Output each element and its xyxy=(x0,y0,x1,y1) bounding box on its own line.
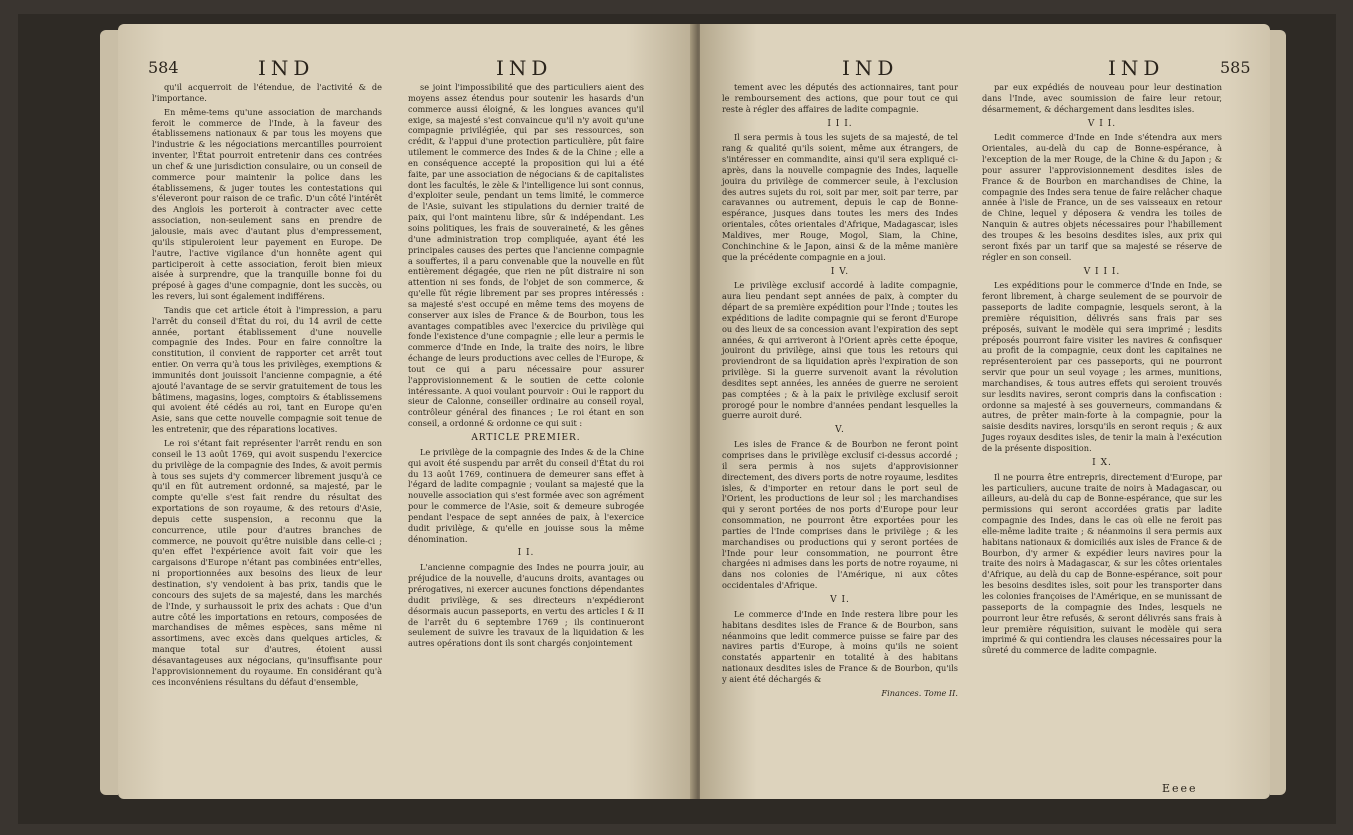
running-head-right-a: IND xyxy=(842,56,899,80)
section-heading: I X. xyxy=(1092,457,1112,468)
paragraph: En même-tems qu'une association de marchands feroit le commerce de l'Inde, à la faveur des établissemens nationaux & par tous les moyens que l'industrie & les négociations mercantilles pourroient inventer, l'État pourroit entretenir dans ces contrées un chef & une jurisdiction consulaire, ou un conseil de commerce pour maintenir la police dans les établissemens, & juger toutes les contestations qui s'éleveront pour raison de ce trafic. D'un côté l'intérêt des Anglois les porteroit à contracter avec cette association, non-seulement sans en prendre de jalousie, mais avec d'autant plus d'empressement, qu'ils stipuleroient leur payement en Europe. De l'autre, l'active vigilance d'un honnête agent qui participeroit à cette association, feroit bien mieux aisée à surprendre, que la tranquille bonne foi du préposé à gages d'une compagnie, dont les succès, ou les revers, lui sont également indifférens. xyxy=(152,106,382,302)
column-4 xyxy=(982,82,1222,659)
page-number-right: 585 xyxy=(1220,58,1251,77)
paragraph: par eux expédiés de nouveau pour leur destination dans l'Inde, avec soumission de faire leur retour, désarmement, & déchargement dans lesdites isles. xyxy=(982,82,1222,114)
paragraph: Ledit commerce d'Inde en Inde s'étendra aux mers Orientales, au-delà du cap de Bonne-espérance, à l'exception de la mer Rouge, de la Chine & du Japon ; & pour assurer l'approvisionnement desdites isles de France & de Bourbon en marchandises de Chine, la compagnie des Indes sera tenue de faire relâcher chaque année à l'isle de France, un de ses vaisseaux en retour de Chine, lequel y déposera & vendra les toiles de Nanquin & autres objets nécessaires pour l'habillement des troupes & les besoins desdites isles, aux prix qui seront fixés par un tarif que sa majesté se réserve de régler en son conseil. xyxy=(982,132,1222,262)
section-heading: I I. xyxy=(517,548,535,559)
paragraph: Le privilège de la compagnie des Indes & de la Chine qui avoit été suspendu par arrêt du conseil d'État du roi du 13 août 1769, continuera de demeurer sans effet à l'égard de ladite compagnie ; voulant sa majesté que la nouvelle association qui s'est formée avec son agrément pour le commerce de l'Asie, soit & demeure subrogée pendant l'espace de sept années de paix, à l'exercice dudit privilège, & qu'elle en jouisse sous la même dénomination. xyxy=(408,446,644,544)
running-head-left-b: IND xyxy=(496,56,553,80)
running-head-left-a: IND xyxy=(258,56,315,80)
section-heading: V I I. xyxy=(1087,118,1117,129)
paragraph: qu'il acquerroit de l'étendue, de l'activité & de l'importance. xyxy=(152,82,382,103)
section-heading: I I I. xyxy=(827,118,853,129)
paragraph: Les isles de France & de Bourbon ne feront point comprises dans le privilège exclusif ci-dessus accordé ; il sera permis à nos sujets d'approvisionner directement, des divers ports de notre royaume, lesdites isles, & d'importer en retour dans le port seul de l'Orient, les productions de leur sol ; les marchandises qui y seront portées de nos ports d'Europe pour leur consommation, ne pourront être exportées pour les parties de l'Inde comprises dans le privilège ; & les marchandises ou productions qui y seront portées de l'Inde pour leur consommation, ne pourront être chargées ni admises dans les ports de notre royaume, ni dans nos colonies de l'Amérique, ni aux côtes occidentales d'Afrique. xyxy=(722,439,958,591)
left-page xyxy=(118,24,696,799)
right-page-edge xyxy=(1270,30,1286,795)
paragraph: se joint l'impossibilité que des particuliers aient des moyens assez étendus pour soutenir les hasards d'un commerce aussi éloigné, & les longues avances qu'il exige, sa majesté s'est convaincue qu'il n'y avoit qu'une compagnie privilégiée, qui par ses ressources, son crédit, & l'appui d'une protection particulière, pût faire utilement le commerce des Indes & de la Chine ; elle a en conséquence accepté la proposition qui lui a été faite, par une association de négocians & de capitalistes dont les facultés, le zèle & l'intelligence lui sont connus, d'exploiter seule, pendant un tems limité, le commerce de l'Asie, suivant les stipulations du dernier traité de paix, qui l'ont maintenu libre, sûr & indépendant. Les soins politiques, les frais de souveraineté, & les gênes d'une administration trop compliquée, ayant été les principales causes des pertes que l'ancienne compagnie a souffertes, il a paru convenable que la nouvelle en fût entièrement dégagée, que rien ne pût distraire ni son attention ni ses fonds, de l'objet de son commerce, & qu'elle fût régie librement par ses propres intéressés : sa majesté s'est occupé en même tems des moyens de conserver aux isles de France & de Bourbon, tous les avantages compatibles avec l'exercice du privilège qui fonde l'existence d'une compagnie ; elle leur a permis le commerce d'Inde en Inde, la traite des noirs, le libre échange de leurs productions avec celles de l'Europe, & tout ce qui a paru nécessaire pour assurer l'approvisionnement & le soutien de cette colonie intéressante. A quoi voulant pourvoir : Oui le rapport du sieur de Calonne, conseiller ordinaire au conseil royal, contrôleur général des finances ; Le roi étant en son conseil, a ordonné & ordonne ce qui suit : xyxy=(408,82,644,429)
column-2 xyxy=(408,82,644,652)
paragraph: Le roi s'étant fait représenter l'arrêt rendu en son conseil le 13 août 1769, qui avoit suspendu l'exercice du privilège de la compagnie des Indes, & avoit permis à tous ses sujets d'y commercer librement jusqu'à ce qu'il en fût autrement ordonné, sa majesté, par le compte qu'elle s'est fait rendre du résultat des exportations de son royaume, & des retours d'Asie, depuis cette suspension, a reconnu que la concurrence, utile pour d'autres branches de commerce, ne pouvoit qu'être nuisible dans celle-ci ; qu'en effet l'expérience avoit fait voir que les cargaisons d'Europe n'étant pas combinées entr'elles, ni proportionnées aux besoins des lieux de leur destination, s'y vendoient à bas prix, tandis que le concours des sujets de sa majesté, dans les marchés de l'Inde, y surhaussoit le prix des achats : Que d'un autre côté les importations en retours, composées de marchandises de mêmes espèces, sans même ni assortimens, avec excès dans quelques articles, & manque total sur d'autres, étoient aussi désavantageuses aux négocians, qu'insuffisante pour l'approvisionnement du royaume. En considérant qu'à ces inconvéniens résultans du défaut d'ensemble, xyxy=(152,438,382,687)
section-heading: ARTICLE PREMIER. xyxy=(471,433,581,443)
section-heading: I V. xyxy=(830,266,850,277)
right-page xyxy=(700,24,1270,799)
paragraph: tement avec les députés des actionnaires, tant pour le remboursement des actions, que pour tout ce qui reste à régler des affaires de ladite compagnie. xyxy=(722,82,958,114)
paragraph: Le commerce d'Inde en Inde restera libre pour les habitans desdites isles de France & de Bourbon, sans néanmoins que ledit commerce puisse se faire par des navires partis d'Europe, à moins qu'ils ne soient constatés appartenir en totalité à des habitans nationaux desdites isles de France & de Bourbon, qu'ils y aient été déchargés & xyxy=(722,608,958,684)
column-3 xyxy=(722,82,958,699)
paragraph: Tandis que cet article étoit à l'impression, a paru l'arrêt du conseil d'État du roi, du 14 avril de cette année, portant établissement d'une nouvelle compagnie des Indes. Pour en faire connoître la constitution, il convient de rapporter cet arrêt tout entier. On verra qu'à tous les privilèges, exemptions & immunités dont jouissoit l'ancienne compagnie, a été ajouté l'avantage de se servir gratuitement de tous les bâtimens, magasins, loges, comptoirs & établissemens qui avoient été cédés au roi, tant en Europe qu'en Asie, sans que cette nouvelle compagnie soit tenue de les entretenir, que des réparations locatives. xyxy=(152,304,382,435)
paragraph: Les expéditions pour le commerce d'Inde en Inde, se feront librement, à charge seulement de se pourvoir de passeports de ladite compagnie, lesquels seront, à la première réquisition, délivrés sans frais par ses préposés, suivant le modèle qui sera imprimé ; lesdits préposés pourront faire visiter les navires & confisquer au profit de la compagnie, ceux dont les capitaines ne représenteroient par ces passeports, qui ne pourront servir que pour un seul voyage ; les armes, munitions, marchandises, & tous autres effets qui seroient trouvés sur lesdits navires, seront compris dans la confiscation : ordonne sa majesté à ses gouverneurs, commandans & autres, de prêter main-forte à la compagnie, pour la saisie desdits navires, lorsqu'ils en seront requis ; & aux Juges royaux desdites isles, de tenir la main à l'exécution de la présente disposition. xyxy=(982,280,1222,453)
footer-volume: Finances. Tome II. xyxy=(881,687,958,698)
page-number-left: 584 xyxy=(148,58,179,77)
section-heading: V I I I. xyxy=(1083,266,1121,277)
section-heading: V. xyxy=(835,425,845,436)
column-1 xyxy=(152,82,382,690)
left-page-edge xyxy=(100,30,118,795)
paragraph: L'ancienne compagnie des Indes ne pourra jouir, au préjudice de la nouvelle, d'aucuns droits, avantages ou prérogatives, ni exercer aucunes fonctions dépendantes dudit privilège, & ses directeurs n'expédieront désormais aucun passeports, en vertu des articles I & II de l'arrêt du 6 septembre 1769 ; ils continueront seulement de suivre les travaux de la liquidation & les autres opérations dont ils sont chargés conjointement xyxy=(408,562,644,649)
signature-mark: Eeee xyxy=(1162,782,1198,795)
running-head-right-b: IND xyxy=(1108,56,1165,80)
paragraph: Il ne pourra être entrepris, directement d'Europe, par les particuliers, aucune traite de noirs à Madagascar, ou ailleurs, au-delà du cap de Bonne-espérance, que sur les permissions qui seront accordées gratis par ladite compagnie des Indes, dans le cas où elle ne feroit pas elle-même ladite traite ; & néanmoins il sera permis aux habitans nationaux & domiciliés aux isles de France & de Bourbon, d'y armer & expédier leurs navires pour la traite des noirs à Madagascar, & sur les côtes orientales d'Afrique, au delà du cap de Bonne-espérance, soit pour les besoins desdites isles, soit pour les transporter dans les colonies françoises de l'Amérique, en se munissant de passeports de la compagnie des Indes, lesquels ne pourront leur être refusés, & seront délivrés sans frais à leur première réquisition, suivant le modèle qui sera imprimé & qui contiendra les clauses nécessaires pour la sûreté du commerce de ladite compagnie. xyxy=(982,471,1222,656)
paragraph: Le privilège exclusif accordé à ladite compagnie, aura lieu pendant sept années de paix, à compter du départ de sa première expédition pour l'Inde ; toutes les expéditions de ladite compagnie qui se feront d'Europe ou des lieux de sa concession avant l'expiration des sept années, & qui arriveront à l'Orient après cette époque, jouiront du privilège, ainsi que tous les retours qui proviendront de sa liquidation après l'expiration de son privilège. Si la guerre survenoit avant la révolution desdites sept années, les années de guerre ne seroient pas comptées ; & à la paix le privilège exclusif seroit prorogé pour le nombre d'années pendant lesquelles la guerre auroit duré. xyxy=(722,280,958,421)
section-heading: V I. xyxy=(830,594,850,605)
paragraph: Il sera permis à tous les sujets de sa majesté, de tel rang & qualité qu'ils soient, même aux étrangers, de s'intéresser en commandite, ainsi qu'il sera expliqué ci-après, dans la nouvelle compagnie des Indes, laquelle jouira du privilège de commercer seule, à l'exclusion des autres sujets du roi, soit par mer, soit par terre, par caravannes ou autrement, depuis le cap de Bonne-espérance, jusques dans toutes les mers des Indes orientales, côtes orientales d'Afrique, Madagascar, isles Maldives, mer Rouge, Mogol, Siam, la Chine, Conchinchine & le Japon, ainsi & de la même manière que la précédente compagnie en a joui. xyxy=(722,132,958,262)
